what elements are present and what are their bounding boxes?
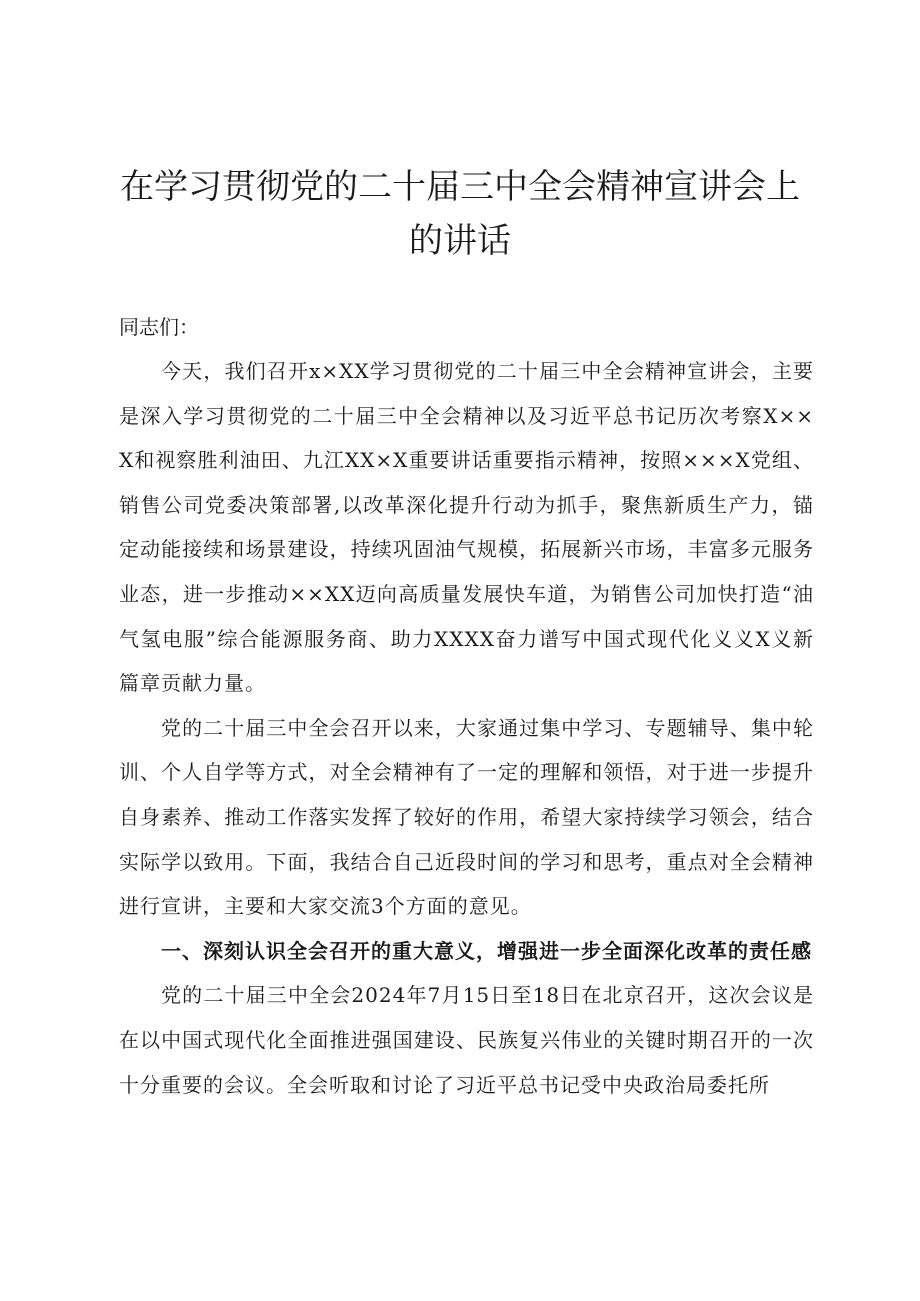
section-heading-1: 一、深刻认识全会召开的重大意义，增强进一步全面深化改革的责任感 bbox=[161, 938, 812, 963]
salutation: 同志们： bbox=[119, 315, 199, 339]
paragraph-3: 党的二十届三中全会2024年7月15日至18日在北京召开，这次会议是在以中国式现代化全面推进强国建设、民族复兴伟业的关键时期召开的一次十分重要的会议。全会听取和讨论了习近平总书记受中央政治局委托所 bbox=[119, 983, 814, 1097]
paragraph-1: 今天，我们召开x×XX学习贯彻党的二十届三中全会精神宣讲会，主要是深入学习贯彻党的二十届三中全会精神以及习近平总书记历次考察X××X和视察胜利油田、九江XX×X重要讲话重要指示精神，按照×××X党组、销售公司党委决策部署,以改革深化提升行动为抓手，聚焦新质生产力，锚定动能接续和场景建设，持续巩固油气规模，拓展新兴市场，丰富多元服务业态，进一步推动××XX迈向高质量发展快车道，为销售公司加快打造“油气氢电服”综合能源服务商、助力XXXX奋力谱写中国式现代化义义X义新篇章贡献力量。 bbox=[119, 359, 814, 696]
document-title bbox=[110, 160, 810, 268]
document-body bbox=[119, 305, 814, 1107]
title-line-1: 在学习贯彻党的二十届三中全会精神宣讲会上 bbox=[120, 167, 800, 207]
paragraph-2: 党的二十届三中全会召开以来，大家通过集中学习、专题辅导、集中轮训、个人自学等方式，对全会精神有了一定的理解和领悟，对于进一步提升自身素养、推动工作落实发挥了较好的作用，希望大家持续学习领会，结合实际学以致用。下面，我结合自己近段时间的学习和思考，重点对全会精神进行宣讲，主要和大家交流3个方面的意见。 bbox=[119, 715, 814, 919]
title-line-2: 的讲话 bbox=[409, 221, 511, 261]
